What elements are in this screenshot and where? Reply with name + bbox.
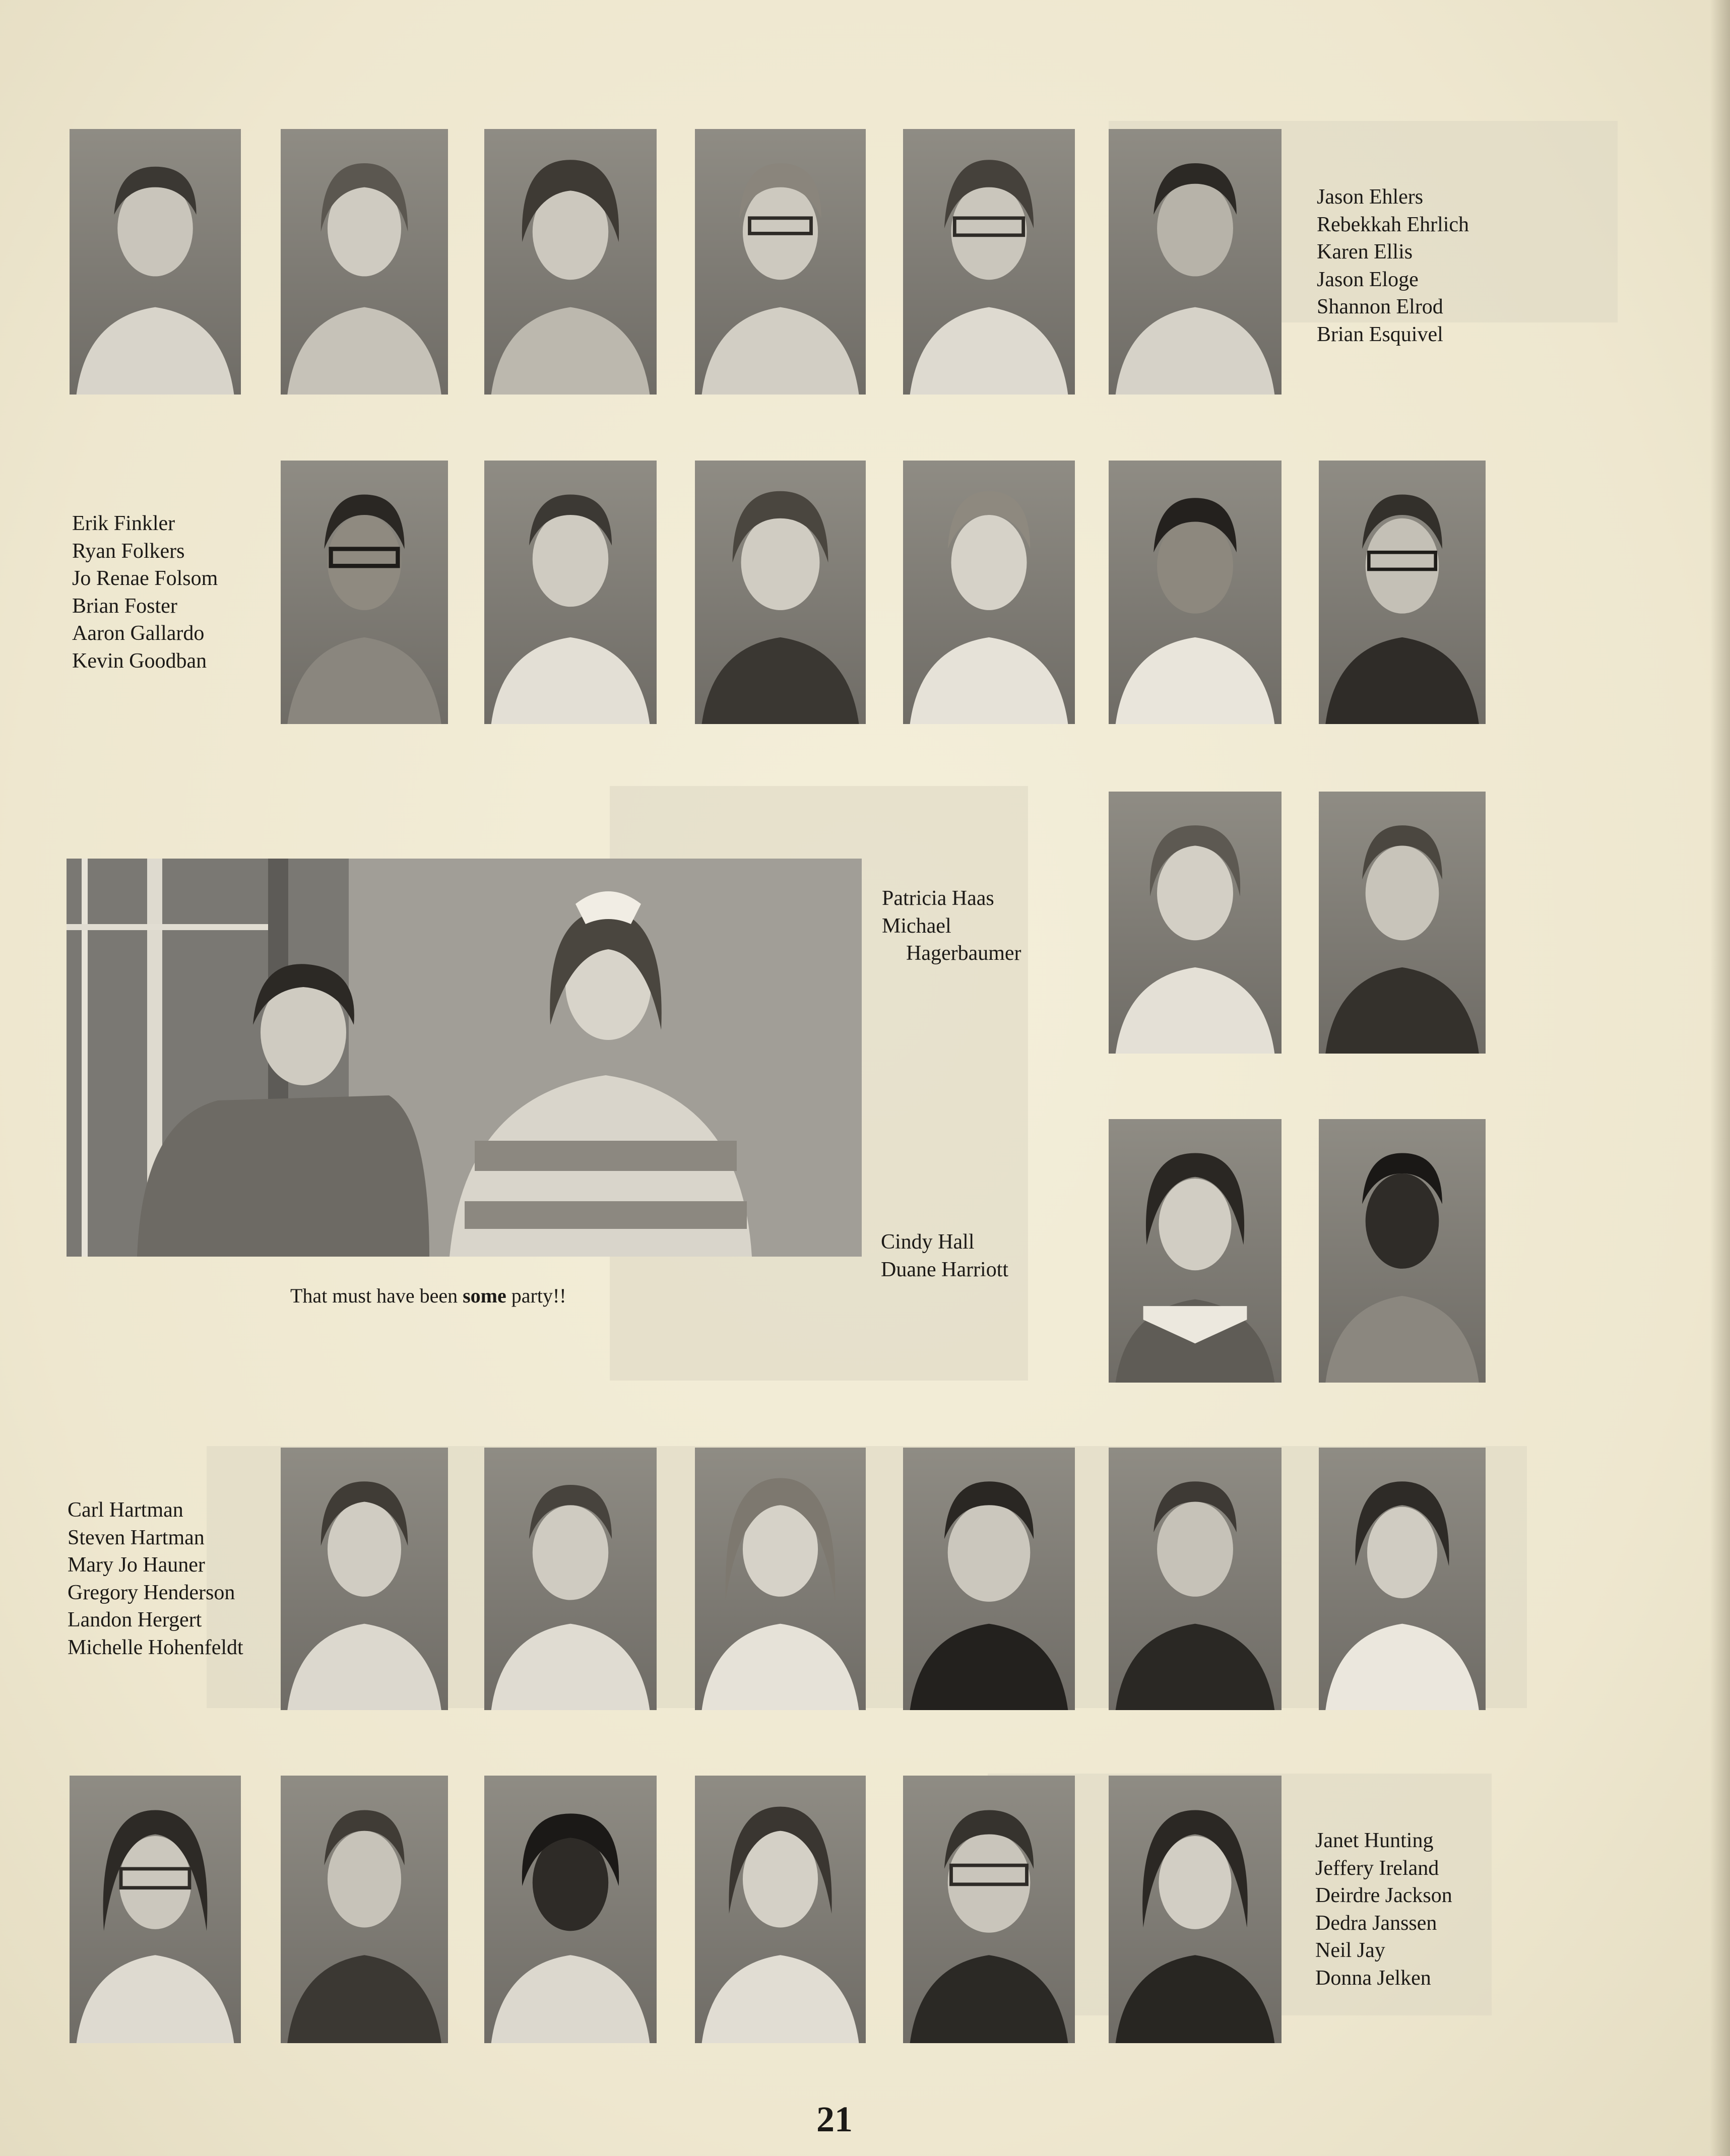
- student-name: Jo Renae Folsom: [72, 567, 218, 590]
- student-portrait: [1109, 1776, 1282, 2043]
- student-portrait: [484, 129, 657, 395]
- student-portrait: [281, 461, 448, 724]
- student-name: Carl Hartman: [68, 1498, 183, 1522]
- student-portrait: [484, 1448, 657, 1710]
- name-list-row6: [1315, 1827, 1452, 1992]
- student-portrait: [281, 1448, 448, 1710]
- student-name: Jason Ehlers: [1317, 185, 1424, 209]
- student-portrait: [484, 461, 657, 724]
- student-name: Patricia Haas: [882, 887, 994, 910]
- student-name: Landon Hergert: [68, 1608, 202, 1631]
- student-portrait: [1319, 1119, 1486, 1383]
- student-portrait: [695, 1776, 866, 2043]
- student-portrait: [903, 1776, 1075, 2043]
- student-name: Jeffery Ireland: [1315, 1856, 1439, 1880]
- student-name: Kevin Goodban: [72, 649, 207, 673]
- student-name: Ryan Folkers: [72, 539, 185, 563]
- student-portrait: [1109, 1448, 1282, 1710]
- student-portrait: [1109, 1119, 1282, 1383]
- student-name: Neil Jay: [1315, 1939, 1385, 1962]
- student-name: Brian Esquivel: [1317, 322, 1443, 346]
- name-list-row5: [68, 1496, 243, 1661]
- student-portrait: [484, 1776, 657, 2043]
- student-name: Rebekkah Ehrlich: [1317, 213, 1469, 236]
- student-portrait: [1109, 129, 1282, 395]
- name-list-row3: [882, 885, 1021, 967]
- student-name: Mary Jo Hauner: [68, 1553, 205, 1577]
- student-name: Shannon Elrod: [1317, 295, 1443, 318]
- student-portrait: [903, 461, 1075, 724]
- student-name: Cindy Hall: [881, 1230, 975, 1254]
- photo-caption: [290, 1284, 566, 1308]
- student-portrait: [1319, 1448, 1486, 1710]
- student-name: Donna Jelken: [1315, 1966, 1431, 1990]
- student-name: Jason Eloge: [1317, 268, 1419, 291]
- page-spine-shadow: [1710, 0, 1730, 2156]
- page-number: 21: [816, 2099, 853, 2139]
- student-portrait: [695, 1448, 866, 1710]
- name-list-row2: [72, 510, 218, 675]
- student-portrait: [281, 129, 448, 395]
- student-portrait: [695, 129, 866, 395]
- student-name: Hagerbaumer: [906, 942, 1021, 965]
- caption-text: party!!: [506, 1284, 566, 1307]
- student-portrait: [70, 1776, 241, 2043]
- student-portrait: [70, 129, 241, 395]
- student-name: Gregory Henderson: [68, 1581, 235, 1604]
- student-portrait: [281, 1776, 448, 2043]
- student-portrait: [1109, 792, 1282, 1054]
- student-name: Karen Ellis: [1317, 240, 1413, 264]
- caption-emphasis: some: [463, 1284, 506, 1307]
- student-name: Michael: [882, 914, 951, 938]
- student-name: Brian Foster: [72, 594, 177, 618]
- candid-photo: [67, 859, 862, 1257]
- student-name: Steven Hartman: [68, 1526, 205, 1549]
- student-name: Aaron Gallardo: [72, 622, 205, 645]
- student-portrait: [903, 129, 1075, 395]
- name-list-row1: [1317, 183, 1469, 348]
- student-name: Dedra Janssen: [1315, 1911, 1437, 1935]
- student-name: Erik Finkler: [72, 512, 175, 535]
- student-name: Michelle Hohenfeldt: [68, 1636, 243, 1659]
- student-portrait: [1319, 792, 1486, 1054]
- student-portrait: [1109, 461, 1282, 724]
- student-portrait: [1319, 461, 1486, 724]
- student-portrait: [695, 461, 866, 724]
- caption-text: That must have been: [290, 1284, 463, 1307]
- student-name: Duane Harriott: [881, 1258, 1009, 1281]
- student-name: Janet Hunting: [1315, 1829, 1434, 1852]
- student-portrait: [903, 1448, 1075, 1710]
- name-list-row4: [881, 1228, 1008, 1283]
- student-name: Deirdre Jackson: [1315, 1884, 1452, 1907]
